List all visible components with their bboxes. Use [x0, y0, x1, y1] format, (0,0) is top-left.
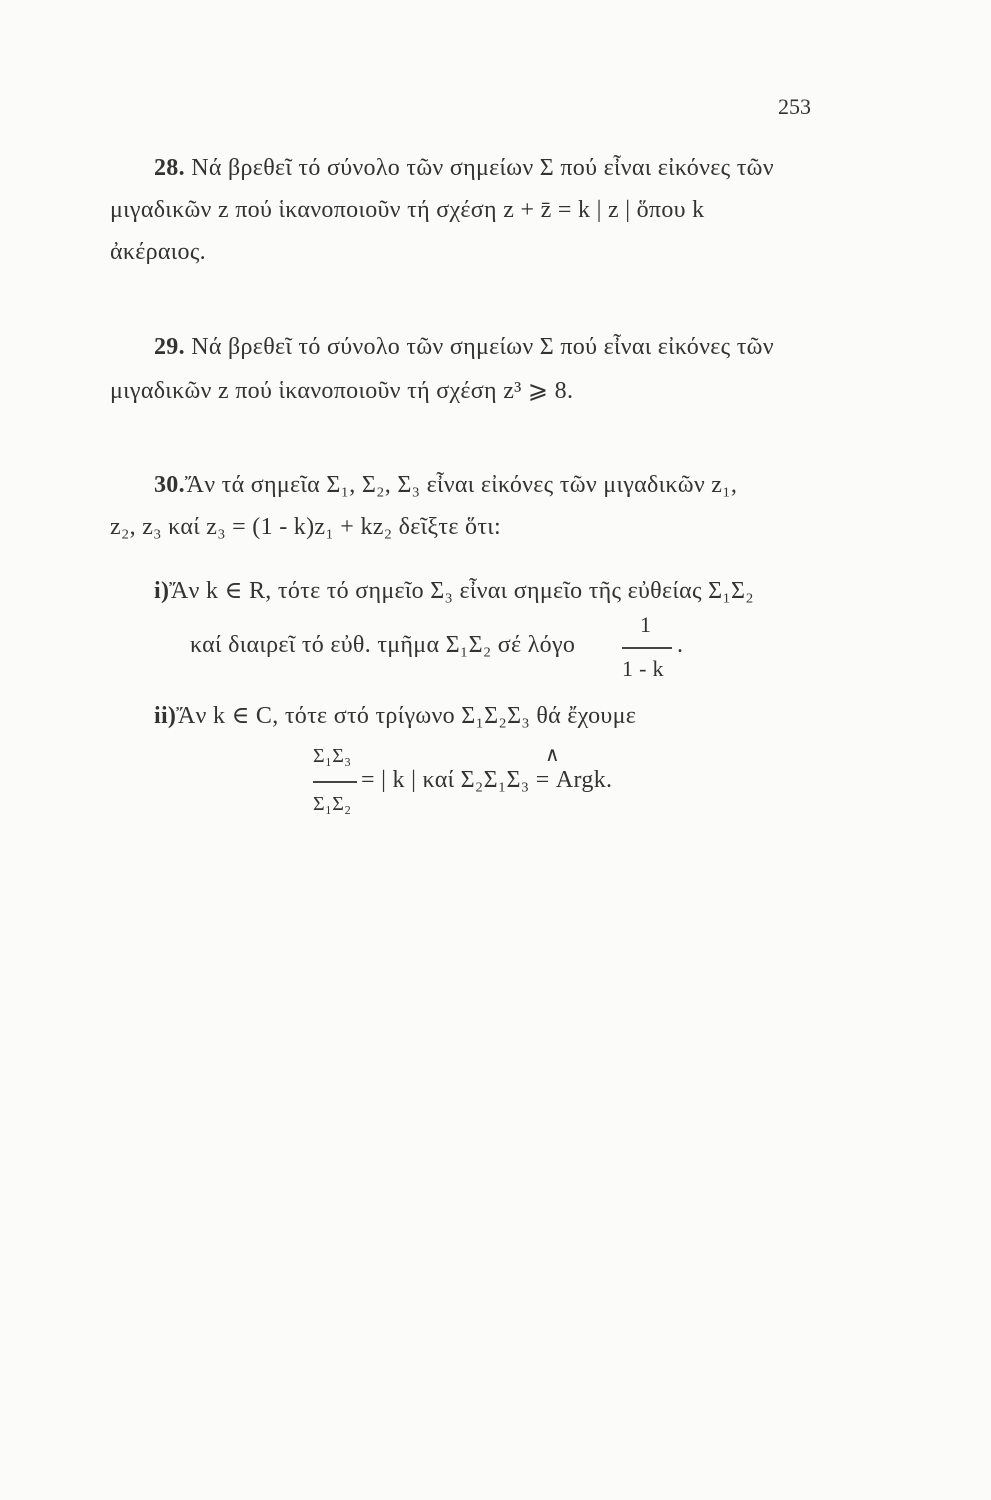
part-i-label: i): [154, 578, 170, 604]
angle-mark: ∧: [545, 744, 560, 766]
page-number: 253: [778, 94, 811, 119]
part-i-text-1: Ἄν k ∈ R, τότε τό σημεῖο Σ₃ εἶναι σημεῖο τῆς εὐθείας Σ₁Σ₂: [169, 578, 754, 604]
part-ii-text-1: Ἄν k ∈ C, τότε στό τρίγωνο Σ₁Σ₂Σ₃ θά ἔχουμε: [176, 703, 637, 729]
exercise-29-text-1: Νά βρεθεῖ τό σύνολο τῶν σημείων Σ πού εἶναι εἰκόνες τῶν: [191, 334, 774, 360]
exercise-29-line-2: μιγαδικῶν z πού ἱκανοποιοῦν τή σχέση z³ ⩾ 8.: [110, 378, 574, 404]
part-i-fraction-denominator: 1 - k: [622, 656, 664, 681]
exercise-28-number: 28.: [154, 155, 185, 181]
exercise-30-number: 30.: [154, 472, 185, 498]
exercise-29-line-1: [154, 334, 774, 361]
exercise-30-line-2: z₂, z₃ καί z₃ = (1 - k)z₁ + kz₂ δεῖξτε ὅτι:: [110, 514, 501, 540]
part-ii-fraction-numerator: Σ₁Σ₃: [313, 745, 352, 767]
exercise-28-line-3: ἀκέραιος.: [110, 239, 206, 265]
part-ii-label: ii): [154, 703, 177, 729]
part-i-fraction-period: .: [677, 632, 684, 658]
exercise-28-line-1: [154, 155, 774, 182]
part-ii-fraction-denominator: Σ₁Σ₂: [313, 793, 352, 815]
part-ii-equation-rest: = | k | καί Σ₂Σ₁Σ₃ = Argk.: [361, 767, 613, 793]
part-ii-fraction-bar: [313, 781, 357, 783]
exercise-30-text-1: Ἄν τά σημεῖα Σ₁, Σ₂, Σ₃ εἶναι εἰκόνες τῶν μιγαδικῶν z₁,: [184, 472, 738, 498]
exercise-28-text-1: Νά βρεθεῖ τό σύνολο τῶν σημείων Σ πού εἶναι εἰκόνες τῶν: [191, 155, 774, 181]
exercise-28-line-2: μιγαδικῶν z πού ἱκανοποιοῦν τή σχέση z + z̄ = k | z | ὅπου k: [110, 197, 705, 223]
part-i-line-1: [154, 576, 754, 605]
exercise-30-line-1: [154, 472, 737, 499]
part-i-fraction-numerator: 1: [640, 612, 652, 637]
part-i-fraction-bar: [622, 647, 672, 649]
part-ii-line-1: [154, 701, 636, 730]
exercise-29-number: 29.: [154, 334, 185, 360]
part-i-line-2: καί διαιρεῖ τό εὐθ. τμῆμα Σ₁Σ₂ σέ λόγο: [190, 632, 576, 658]
